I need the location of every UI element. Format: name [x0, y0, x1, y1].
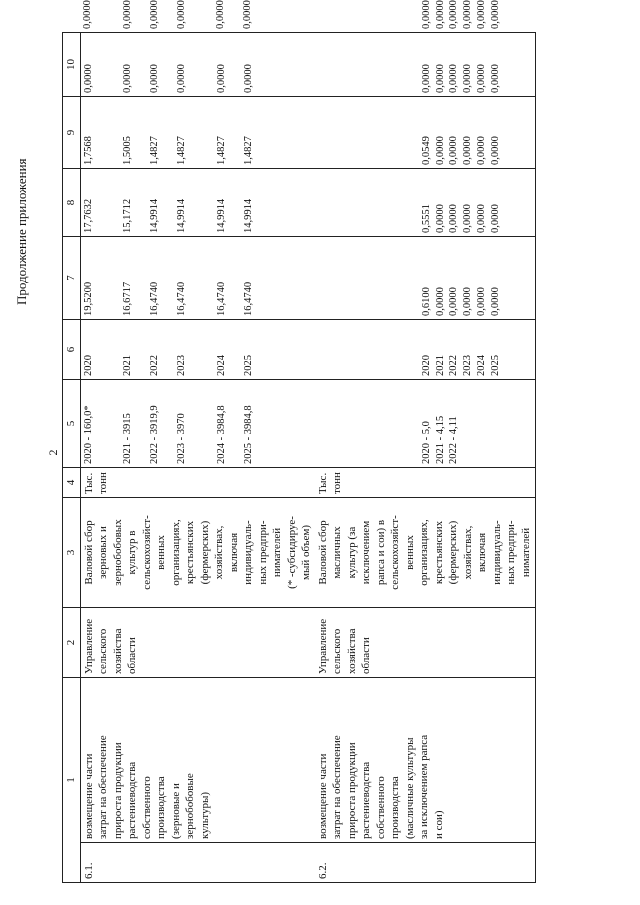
indicator-name: Валовой сбор масличных культур (за исключением рапса и сои) в сельскохозяйст- венных организациях, крестьянских (фермерских) хозяйствах, включая индивидуаль- ных предпри- нимателей — [315, 498, 535, 608]
row-number: 6.2. — [315, 843, 535, 883]
header-cell-2: 2 — [63, 608, 81, 678]
header-cell-5: 5 — [63, 380, 81, 468]
column-6-values: 19,5200 16,6717 16,4740 16,4740 16,4740 16,4740 — [80, 237, 315, 320]
header-cell-9: 9 — [63, 97, 81, 169]
header-row — [63, 33, 81, 883]
column-7-values: 0,5551 0,0000 0,0000 0,0000 0,0000 0,0000 — [315, 169, 535, 237]
year-values: 2020 2021 2022 2023 2024 2025 — [80, 320, 315, 380]
column-8-values: 1,7568 1,5005 1,4827 1,4827 1,4827 1,4827 — [80, 97, 315, 169]
unit-of-measure: Тыс. тонн — [80, 468, 315, 498]
table-row: 6.1. возмещение части затрат на обеспечение прироста продукции растениеводства собственного производства (зерновые и зернобобовые культуры) Управление сельского хозяйства области Валовой сбор зерновых и зернобобовых культур в сельскохозяйст- венных организациях, крестьянских (фермерских) хозяйствах, включая индивидуаль- ных предпри- нимателей (* -субсидируе- мый объем) Тыс. тонн 2020 - 160,0* 2021 - 3915 2022 - 3919,9 2023 - 3970 2024 - 3984,8 2025 - 3984,8 2020 2021 2022 2023 2024 2025 19,5200 16,6717 16,4740 16,4740 16,4740 16,4740 17,7632 15,1712 14,9914 14,9914 14,9914 14,9914 1,7568 1,5005 1,4827 1,4827 1,4827 1,4827 0,0000 0,0000 0,0000 0,0000 0,0000 0,0000 0,0000 0,0000 0,0000 0,0000 0,0000 0,0000 — [80, 33, 315, 883]
target-values: 2020 - 5,0 2021 - 4,15 2022 - 4,11 — [315, 380, 535, 468]
header-cell-3: 3 — [63, 498, 81, 608]
responsible-body: Управление сельского хозяйства области — [80, 608, 315, 678]
column-7-values: 17,7632 15,1712 14,9914 14,9914 14,9914 14,9914 — [80, 169, 315, 237]
header-cell-7: 7 — [63, 237, 81, 320]
measure-name: возмещение части затрат на обеспечение прироста продукции растениеводства собственного производства (масличные культуры за исключением рапса и сои) — [315, 678, 535, 843]
responsible-body: Управление сельского хозяйства области — [315, 608, 535, 678]
year-values: 2020 2021 2022 2023 2024 2025 — [315, 320, 535, 380]
header-cell-4: 4 — [63, 468, 81, 498]
row-number: 6.1. — [80, 843, 315, 883]
header-cell-6: 6 — [63, 320, 81, 380]
target-values: 2020 - 160,0* 2021 - 3915 2022 - 3919,9 2023 - 3970 2024 - 3984,8 2025 - 3984,8 — [80, 380, 315, 468]
appendix-table — [62, 0, 536, 883]
column-6-values: 0,6100 0,0000 0,0000 0,0000 0,0000 0,0000 — [315, 237, 535, 320]
continuation-label: Продолжение приложения — [14, 158, 29, 305]
indicator-name: Валовой сбор зерновых и зернобобовых культур в сельскохозяйст- венных организациях, крестьянских (фермерских) хозяйствах, включая индивидуаль- ных предпри- нимателей (* -субсидируе- мый объем) — [80, 498, 315, 608]
table-row: 6.2. возмещение части затрат на обеспечение прироста продукции растениеводства собственного производства (масличные культуры за исключением рапса и сои) Управление сельского хозяйства области Валовой сбор масличных культур (за исключением рапса и сои) в сельскохозяйст- венных организациях, крестьянских (фермерских) хозяйствах, включая индивидуаль- ных предпри- нимателей Тыс. тонн 2020 - 5,0 2021 - 4,15 2022 - 4,11 2020 2021 2022 2023 2024 2025 0,6100 0,0000 0,0000 0,0000 0,0000 0,0000 0,5551 0,0000 0,0000 0,0000 0,0000 0,0000 0,0549 0,0000 0,0000 0,0000 0,0000 0,0000 0,0000 0,0000 0,0000 0,0000 0,0000 0,0000 0,0000 0,0000 0,0000 0,0000 0,0000 0,0000 — [315, 33, 535, 883]
header-cell-10: 10 — [63, 33, 81, 97]
unit-of-measure: Тыс. тонн — [315, 468, 535, 498]
measure-name: возмещение части затрат на обеспечение прироста продукции растениеводства собственного производства (зерновые и зернобобовые культуры) — [80, 678, 315, 843]
page-number: 2 — [46, 449, 60, 456]
column-8-values: 0,0549 0,0000 0,0000 0,0000 0,0000 0,0000 — [315, 97, 535, 169]
header-cell-8: 8 — [63, 169, 81, 237]
column-9-values: 0,0000 0,0000 0,0000 0,0000 0,0000 0,0000 — [315, 33, 535, 97]
column-9-values: 0,0000 0,0000 0,0000 0,0000 0,0000 0,0000 — [80, 33, 315, 97]
header-cell-1: 1 — [63, 678, 81, 883]
